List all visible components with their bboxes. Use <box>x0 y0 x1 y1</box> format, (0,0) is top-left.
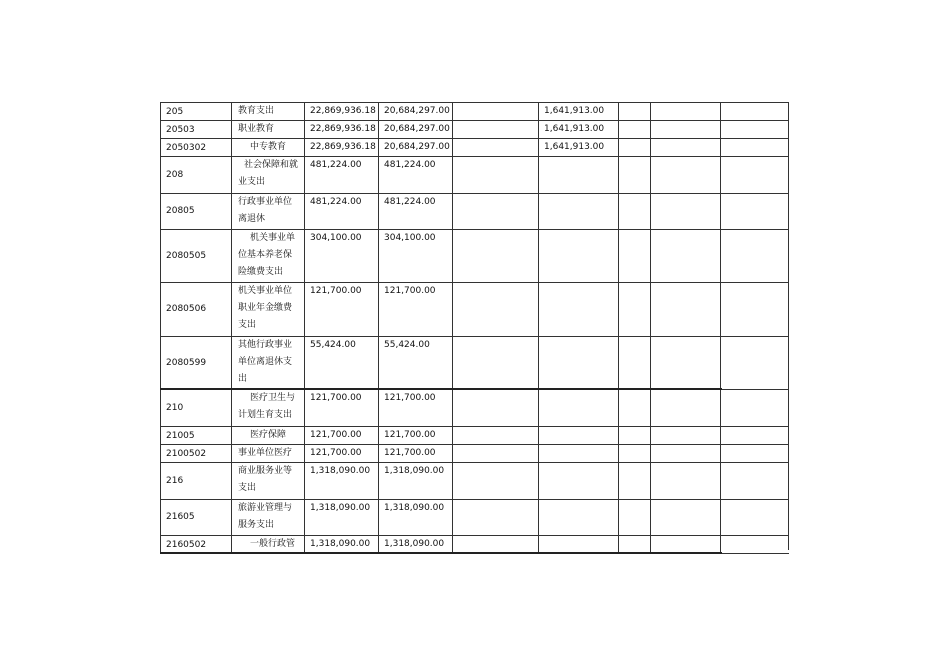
row-code: 216 <box>161 463 232 500</box>
row-code: 210 <box>161 390 232 427</box>
empty-cell <box>651 445 721 463</box>
row-code: 208 <box>161 157 232 194</box>
row-value-2: 1,318,090.00 <box>379 500 453 536</box>
row-value-1: 22,869,936.18 <box>305 103 379 121</box>
row-value-4: 1,641,913.00 <box>539 121 619 139</box>
empty-cell <box>651 463 721 500</box>
row-name: 机关事业单位职业年金缴费支出 <box>232 283 305 337</box>
row-name: 一般行政管 <box>232 536 305 554</box>
row-value-4: 1,641,913.00 <box>539 139 619 157</box>
empty-cell <box>619 500 651 536</box>
row-value-3 <box>453 337 539 390</box>
row-value-4 <box>539 283 619 337</box>
empty-cell <box>651 283 721 337</box>
row-code: 2080599 <box>161 337 232 390</box>
row-divider <box>720 389 789 390</box>
row-value-2: 1,318,090.00 <box>379 536 453 554</box>
row-value-4: 1,641,913.00 <box>539 103 619 121</box>
row-code: 21605 <box>161 500 232 536</box>
row-value-2: 20,684,297.00 <box>379 103 453 121</box>
row-value-4 <box>539 445 619 463</box>
row-name: 社会保障和就业支出 <box>232 157 305 194</box>
row-value-4 <box>539 157 619 194</box>
row-name: 教育支出 <box>232 103 305 121</box>
row-name: 其他行政事业单位离退休支出 <box>232 337 305 390</box>
table-row <box>161 427 721 445</box>
table-row <box>161 536 721 554</box>
empty-cell <box>619 463 651 500</box>
row-name: 职业教育 <box>232 121 305 139</box>
empty-cell <box>619 157 651 194</box>
row-name: 医疗卫生与计划生育支出 <box>232 390 305 427</box>
table-row <box>161 230 721 283</box>
row-divider <box>720 102 789 103</box>
row-value-1: 22,869,936.18 <box>305 139 379 157</box>
table-row <box>161 445 721 463</box>
row-code: 2080505 <box>161 230 232 283</box>
row-value-4 <box>539 536 619 554</box>
row-value-4 <box>539 390 619 427</box>
row-value-1: 121,700.00 <box>305 283 379 337</box>
row-value-2: 55,424.00 <box>379 337 453 390</box>
row-value-2: 121,700.00 <box>379 390 453 427</box>
row-code: 2160502 <box>161 536 232 554</box>
empty-cell <box>619 139 651 157</box>
row-value-2: 1,318,090.00 <box>379 463 453 500</box>
row-code: 205 <box>161 103 232 121</box>
right-margin-column <box>720 102 789 550</box>
row-value-3 <box>453 121 539 139</box>
empty-cell <box>651 139 721 157</box>
row-value-3 <box>453 500 539 536</box>
empty-cell <box>651 536 721 554</box>
row-value-1: 1,318,090.00 <box>305 536 379 554</box>
row-code: 20805 <box>161 194 232 230</box>
row-value-1: 1,318,090.00 <box>305 500 379 536</box>
heavy-rule <box>160 388 722 390</box>
table-row <box>161 194 721 230</box>
row-value-3 <box>453 445 539 463</box>
table-row <box>161 283 721 337</box>
row-value-2: 121,700.00 <box>379 427 453 445</box>
row-value-1: 481,224.00 <box>305 157 379 194</box>
row-code: 2080506 <box>161 283 232 337</box>
row-divider <box>720 229 789 230</box>
empty-cell <box>651 427 721 445</box>
empty-cell <box>619 194 651 230</box>
row-value-2: 481,224.00 <box>379 194 453 230</box>
row-divider <box>720 444 789 445</box>
row-value-1: 121,700.00 <box>305 390 379 427</box>
empty-cell <box>619 121 651 139</box>
row-name: 中专教育 <box>232 139 305 157</box>
row-divider <box>720 156 789 157</box>
row-divider <box>720 499 789 500</box>
empty-cell <box>619 390 651 427</box>
row-code: 20503 <box>161 121 232 139</box>
row-value-1: 55,424.00 <box>305 337 379 390</box>
row-value-3 <box>453 283 539 337</box>
row-value-1: 22,869,936.18 <box>305 121 379 139</box>
row-value-1: 121,700.00 <box>305 445 379 463</box>
row-value-3 <box>453 390 539 427</box>
row-value-3 <box>453 536 539 554</box>
row-value-3 <box>453 427 539 445</box>
empty-cell <box>619 427 651 445</box>
row-value-3 <box>453 157 539 194</box>
row-divider <box>720 462 789 463</box>
row-value-4 <box>539 194 619 230</box>
table-row <box>161 390 721 427</box>
table-row <box>161 500 721 536</box>
row-value-4 <box>539 427 619 445</box>
table-row <box>161 139 721 157</box>
row-name: 机关事业单位基本养老保险缴费支出 <box>232 230 305 283</box>
row-value-2: 304,100.00 <box>379 230 453 283</box>
empty-cell <box>619 283 651 337</box>
row-value-3 <box>453 139 539 157</box>
row-value-1: 1,318,090.00 <box>305 463 379 500</box>
table-row <box>161 157 721 194</box>
row-divider <box>720 535 789 536</box>
empty-cell <box>619 445 651 463</box>
row-value-1: 121,700.00 <box>305 427 379 445</box>
row-divider <box>720 553 789 554</box>
empty-cell <box>651 103 721 121</box>
row-value-3 <box>453 103 539 121</box>
row-divider <box>720 120 789 121</box>
empty-cell <box>651 500 721 536</box>
row-divider <box>720 282 789 283</box>
heavy-rule <box>160 552 722 554</box>
table-row <box>161 337 721 390</box>
row-name: 行政事业单位离退休 <box>232 194 305 230</box>
empty-cell <box>619 337 651 390</box>
empty-cell <box>619 536 651 554</box>
row-name: 事业单位医疗 <box>232 445 305 463</box>
empty-cell <box>651 121 721 139</box>
table-row <box>161 463 721 500</box>
row-name: 旅游业管理与服务支出 <box>232 500 305 536</box>
row-value-2: 20,684,297.00 <box>379 121 453 139</box>
table-row <box>161 103 721 121</box>
row-name: 医疗保障 <box>232 427 305 445</box>
row-code: 2100502 <box>161 445 232 463</box>
row-value-1: 304,100.00 <box>305 230 379 283</box>
row-value-4 <box>539 230 619 283</box>
table-row <box>161 121 721 139</box>
row-value-2: 121,700.00 <box>379 445 453 463</box>
empty-cell <box>651 390 721 427</box>
row-divider <box>720 138 789 139</box>
row-divider <box>720 426 789 427</box>
empty-cell <box>651 157 721 194</box>
empty-cell <box>619 230 651 283</box>
row-value-2: 481,224.00 <box>379 157 453 194</box>
row-value-3 <box>453 230 539 283</box>
row-code: 2050302 <box>161 139 232 157</box>
row-value-4 <box>539 337 619 390</box>
row-value-3 <box>453 194 539 230</box>
row-divider <box>720 193 789 194</box>
row-value-3 <box>453 463 539 500</box>
row-name: 商业服务业等支出 <box>232 463 305 500</box>
budget-table <box>160 102 721 554</box>
empty-cell <box>619 103 651 121</box>
empty-cell <box>651 230 721 283</box>
row-value-4 <box>539 463 619 500</box>
row-code: 21005 <box>161 427 232 445</box>
empty-cell <box>651 337 721 390</box>
empty-cell <box>651 194 721 230</box>
row-value-1: 481,224.00 <box>305 194 379 230</box>
row-divider <box>720 336 789 337</box>
row-value-2: 20,684,297.00 <box>379 139 453 157</box>
row-value-4 <box>539 500 619 536</box>
row-value-2: 121,700.00 <box>379 283 453 337</box>
